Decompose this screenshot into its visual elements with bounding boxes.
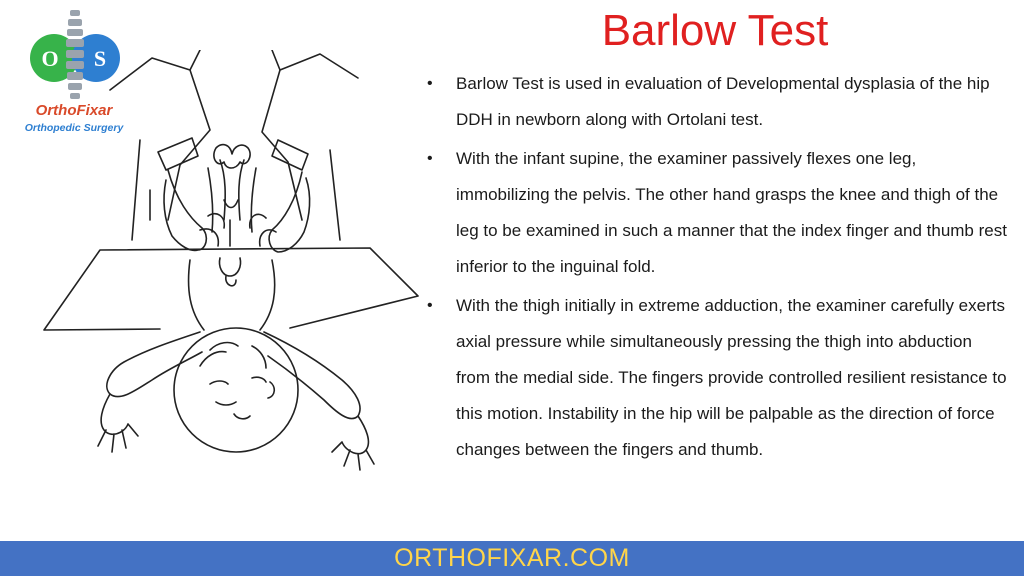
logo-name: OrthoFixar xyxy=(35,102,113,119)
bullet-point: • xyxy=(427,150,433,167)
bullet-text: With the infant supine, the examiner passively flexes one leg, immobilizing the pelvis. The other hand grasps the knee and thigh of the leg to be examined in such a manner that the index finger and thumb rest inferior to the inguinal fold. xyxy=(456,149,1007,276)
list-item xyxy=(420,141,1010,285)
bullet-list xyxy=(420,66,1010,471)
logo-tagline: Orthopedic Surgery xyxy=(24,122,124,134)
footer-site-link[interactable]: ORTHOFIXAR.COM xyxy=(394,544,630,572)
bullet-point: • xyxy=(427,75,433,92)
bullet-point: • xyxy=(427,297,433,314)
list-item xyxy=(420,66,1010,138)
footer-bar xyxy=(0,541,1024,576)
barlow-test-illustration xyxy=(40,50,430,490)
logo-letter-s: S xyxy=(93,46,107,71)
logo-letter-o: O xyxy=(41,46,59,71)
bullet-text: Barlow Test is used in evaluation of Developmental dysplasia of the hip DDH in newborn along with Ortolani test. xyxy=(456,74,990,129)
list-item xyxy=(420,288,1010,468)
page-title: Barlow Test xyxy=(601,6,829,55)
bullet-text: With the thigh initially in extreme adduction, the examiner carefully exerts axial pressure while simultaneously pressing the thigh into abduction from the medial side. The fingers provide controlled resilient resistance to this motion. Instability in the hip will be palpable as the direction of force changes between the fingers and thumb. xyxy=(456,296,1007,459)
